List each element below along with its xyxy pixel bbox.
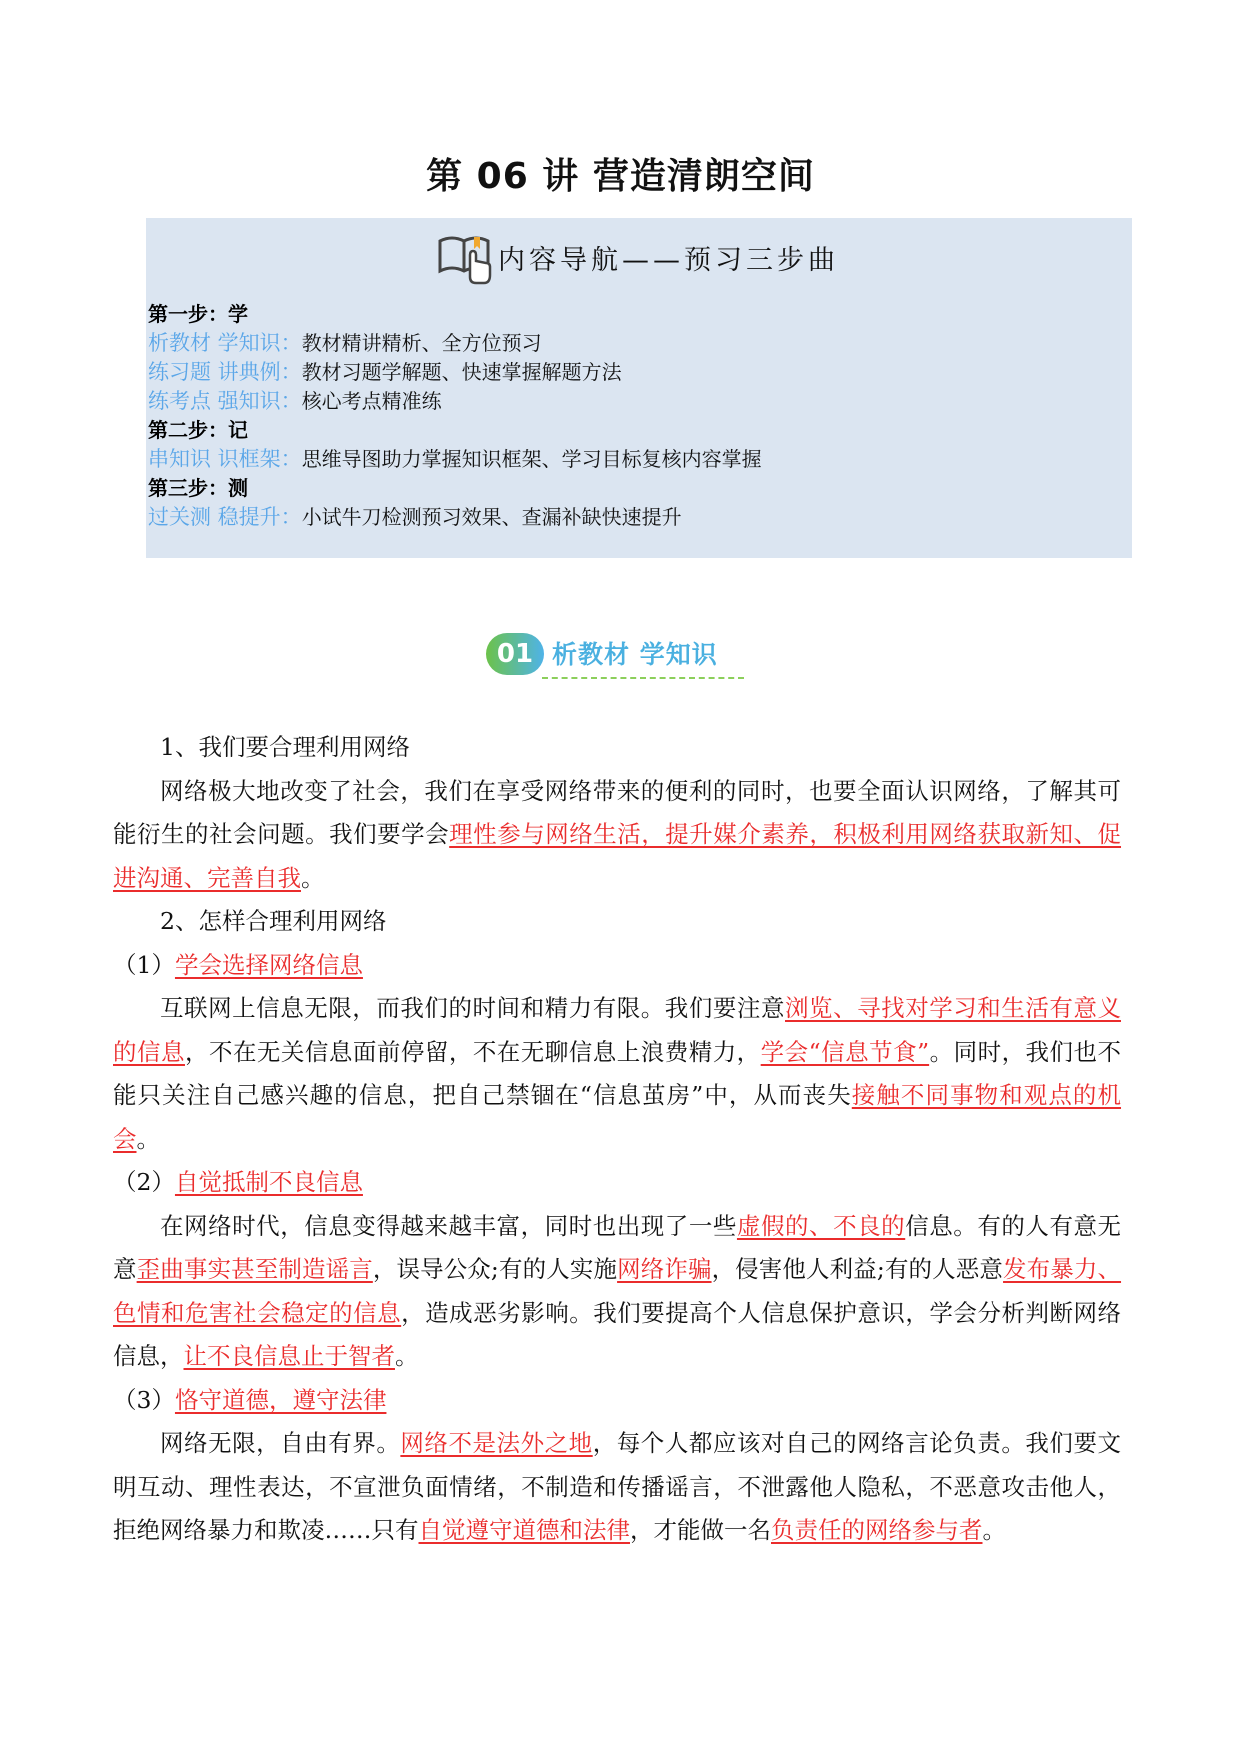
key-point: 歪曲事实甚至制造谣言 [136, 1255, 373, 1283]
key-point: 自觉遵守道德和法律 [418, 1516, 630, 1544]
step-item [148, 503, 762, 532]
step-item-desc: 小试牛刀检测预习效果、查漏补缺快速提升 [301, 505, 682, 529]
subheading-1: （1）学会选择网络信息 [113, 950, 363, 979]
step-item [148, 445, 762, 474]
step-item-key: 过关测 稳提升： [148, 505, 302, 529]
step-item-desc: 核心考点精准练 [301, 389, 442, 413]
section-title: 析教材 学知识 [552, 640, 718, 669]
paragraph-1: 网络极大地改变了社会，我们在享受网络带来的便利的同时，也要全面认识网络，了解其可能衍生的社会问题。我们要学会理性参与网络生活，提升媒介素养，积极利用网络获取新知、促进沟通、完善自我。 [113, 776, 1122, 892]
step-title: 第一步：学 [148, 302, 248, 326]
key-point: 恪守道德，遵守法律 [174, 1385, 387, 1414]
nav-header-text: 内容导航——预习三步曲 [498, 244, 839, 276]
paragraph-3: 在网络时代，信息变得越来越丰富，同时也出现了一些虚假的、不良的信息。有的人有意无意歪曲事实甚至制造谣言，误导公众;有的人实施网络诈骗，侵害他人利益;有的人恶意发布暴力、色情和危害社会稳定的信息，造成恶劣影响。我们要提高个人信息保护意识，学会分析判断网络信息，让不良信息止于智者。 [113, 1211, 1122, 1370]
subheading-2: （2）自觉抵制不良信息 [113, 1168, 363, 1196]
key-point: 负责任的网络参与者 [771, 1516, 983, 1544]
step-item-desc: 教材精讲精析、全方位预习 [301, 331, 542, 355]
key-point: 理性参与网络生活，提升媒介素养，积极利用网络获取新知、促进沟通、完善自我 [113, 820, 1122, 892]
step-title: 第二步：记 [148, 418, 248, 442]
heading-1: 1、我们要合理利用网络 [160, 733, 410, 761]
key-point: 接触不同事物和观点的机会 [113, 1081, 1122, 1153]
step-item [148, 358, 762, 387]
section-header [486, 625, 766, 685]
key-point: 自觉抵制不良信息 [174, 1168, 363, 1196]
key-point: 网络诈骗 [617, 1255, 712, 1283]
paragraph-2: 互联网上信息无限，而我们的时间和精力有限。我们要注意浏览、寻找对学习和生活有意义的信息，不在无关信息面前停留，不在无聊信息上浪费精力，学会“信息节食”。同时，我们也不能只关注自己感兴趣的信息，把自己禁锢在“信息茧房”中，从而丧失接触不同事物和观点的机会。 [113, 994, 1122, 1153]
step-item-key: 析教材 学知识： [148, 331, 302, 355]
subheading-3: （3）恪守道德，遵守法律 [113, 1385, 387, 1414]
paragraph-4: 网络无限，自由有界。网络不是法外之地，每个人都应该对自己的网络言论负责。我们要文明互动、理性表达，不宣泄负面情绪，不制造和传播谣言，不泄露他人隐私，不恶意攻击他人，拒绝网络暴力和欺凌……只有自觉遵守道德和法律，才能做一名负责任的网络参与者。 [113, 1429, 1122, 1544]
page-title: 第 06 讲 营造清朗空间 [426, 156, 815, 197]
key-point: 浏览、寻找对学习和生活有意义的信息 [113, 994, 1121, 1066]
steps-list [148, 300, 762, 532]
step-item-key: 练考点 强知识： [148, 389, 302, 413]
step-item [148, 387, 762, 416]
step-item-desc: 思维导图助力掌握知识框架、学习目标复核内容掌握 [301, 447, 762, 471]
section-divider [542, 677, 744, 679]
step-item-key: 练习题 讲典例： [148, 360, 302, 384]
step-title: 第三步：测 [148, 476, 248, 500]
book-pointer-icon [434, 227, 494, 287]
key-point: 发布暴力、色情和危害社会稳定的信息 [113, 1255, 1122, 1327]
key-point: 学会“信息节食” [760, 1037, 930, 1066]
heading-2: 2、怎样合理利用网络 [160, 907, 387, 935]
nav-header [434, 226, 839, 288]
key-point: 让不良信息止于智者 [183, 1342, 395, 1370]
key-point: 虚假的、不良的 [736, 1211, 906, 1240]
step-item-desc: 教材习题学解题、快速掌握解题方法 [301, 360, 622, 384]
content-body [113, 726, 1121, 1553]
step-item-key: 串知识 识框架： [148, 447, 302, 471]
key-point: 学会选择网络信息 [174, 950, 363, 979]
key-point: 网络不是法外之地 [400, 1429, 593, 1457]
section-number-badge: 01 [486, 633, 544, 675]
content-navigation-box [146, 218, 1132, 558]
step-item [148, 329, 762, 358]
